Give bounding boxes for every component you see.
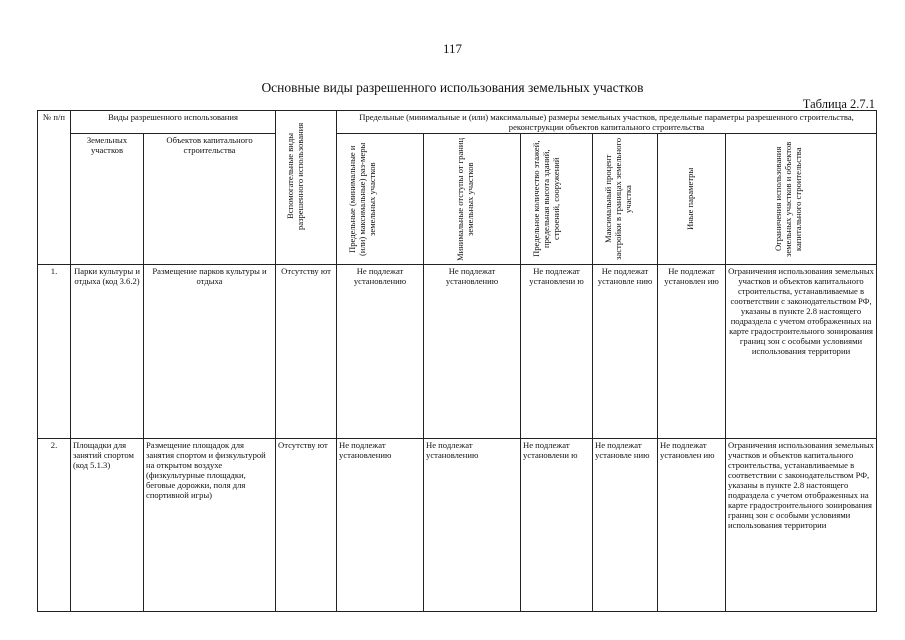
row-offsets: Не подлежат установлению	[424, 439, 521, 612]
table-row	[38, 265, 877, 439]
header-floors: Предельное количество этажей, предельная высота зданий, строений, сооружений	[521, 134, 593, 265]
header-objects: Объектов капитального строительства	[144, 134, 276, 265]
table-label: Таблица 2.7.1	[802, 97, 875, 111]
row-floors: Не подлежат установлени ю	[521, 265, 593, 439]
header-land: Земельных участков	[71, 134, 144, 265]
row-land: Парки культуры и отдыха (код 3.6.2)	[71, 265, 144, 439]
row-objects: Размещение площадок для занятия спортом и физкультурой на открытом воздухе (физкультурные площадки, беговые дорожки, поля для спортивной игры)	[144, 439, 276, 612]
row-other: Не подлежат установлен ию	[658, 439, 726, 612]
header-aux: Вспомогательные виды разрешенного использования	[276, 111, 337, 265]
header-num: № п/п	[38, 111, 71, 265]
header-use-types: Виды разрешенного использования	[71, 111, 276, 134]
row-objects: Размещение парков культуры и отдыха	[144, 265, 276, 439]
land-use-table	[37, 110, 877, 612]
table-row	[38, 439, 877, 612]
header-percent: Максимальный процент застройки в границах земельного участка	[593, 134, 658, 265]
row-aux: Отсутству ют	[276, 439, 337, 612]
header-offsets: Минимальные отступы от границ земельных участков	[424, 134, 521, 265]
row-size: Не подлежат установлению	[337, 265, 424, 439]
row-floors: Не подлежат установлени ю	[521, 439, 593, 612]
row-percent: Не подлежат установле нию	[593, 439, 658, 612]
document-title: Основные виды разрешенного использования земельных участков	[261, 80, 644, 95]
header-other: Иные параметры	[658, 134, 726, 265]
header-restrictions: Ограничения использования земельных участков и объектов капитального строительства	[726, 134, 877, 265]
row-other: Не подлежат установлен ию	[658, 265, 726, 439]
row-num: 1.	[38, 265, 71, 439]
header-limits: Предельные (минимальные и (или) максимальные) размеры земельных участков, предельные параметры разрешенного строительства, реконструкции объектов капитального строительства	[337, 111, 877, 134]
row-land: Площадки для занятий спортом (код 5.1.3)	[71, 439, 144, 612]
row-aux: Отсутству ют	[276, 265, 337, 439]
row-num: 2.	[38, 439, 71, 612]
page-number: 117	[442, 41, 463, 56]
row-restrictions: Ограничения использования земельных участков и объектов капитального строительства, устанавливаемые в соответствии с законодательством РФ, указаны в пункте 2.8 настоящего подраздела с учетом отображенных на карте градостроительного зонирования границ зон с особыми условиями использования территории	[726, 265, 877, 439]
row-percent: Не подлежат установле нию	[593, 265, 658, 439]
header-size: Предельные (минимальные и (или) максимальные) раз-меры земельных участков	[337, 134, 424, 265]
row-offsets: Не подлежат установлению	[424, 265, 521, 439]
row-size: Не подлежат установлению	[337, 439, 424, 612]
row-restrictions: Ограничения использования земельных участков и объектов капитального строительства, устанавливаемые в соответствии с законодательством РФ, указаны в пункте 2.8 настоящего подраздела с учетом отображенных на карте градостроительного зонирования границ зон с особыми условиями использования территории	[726, 439, 877, 612]
